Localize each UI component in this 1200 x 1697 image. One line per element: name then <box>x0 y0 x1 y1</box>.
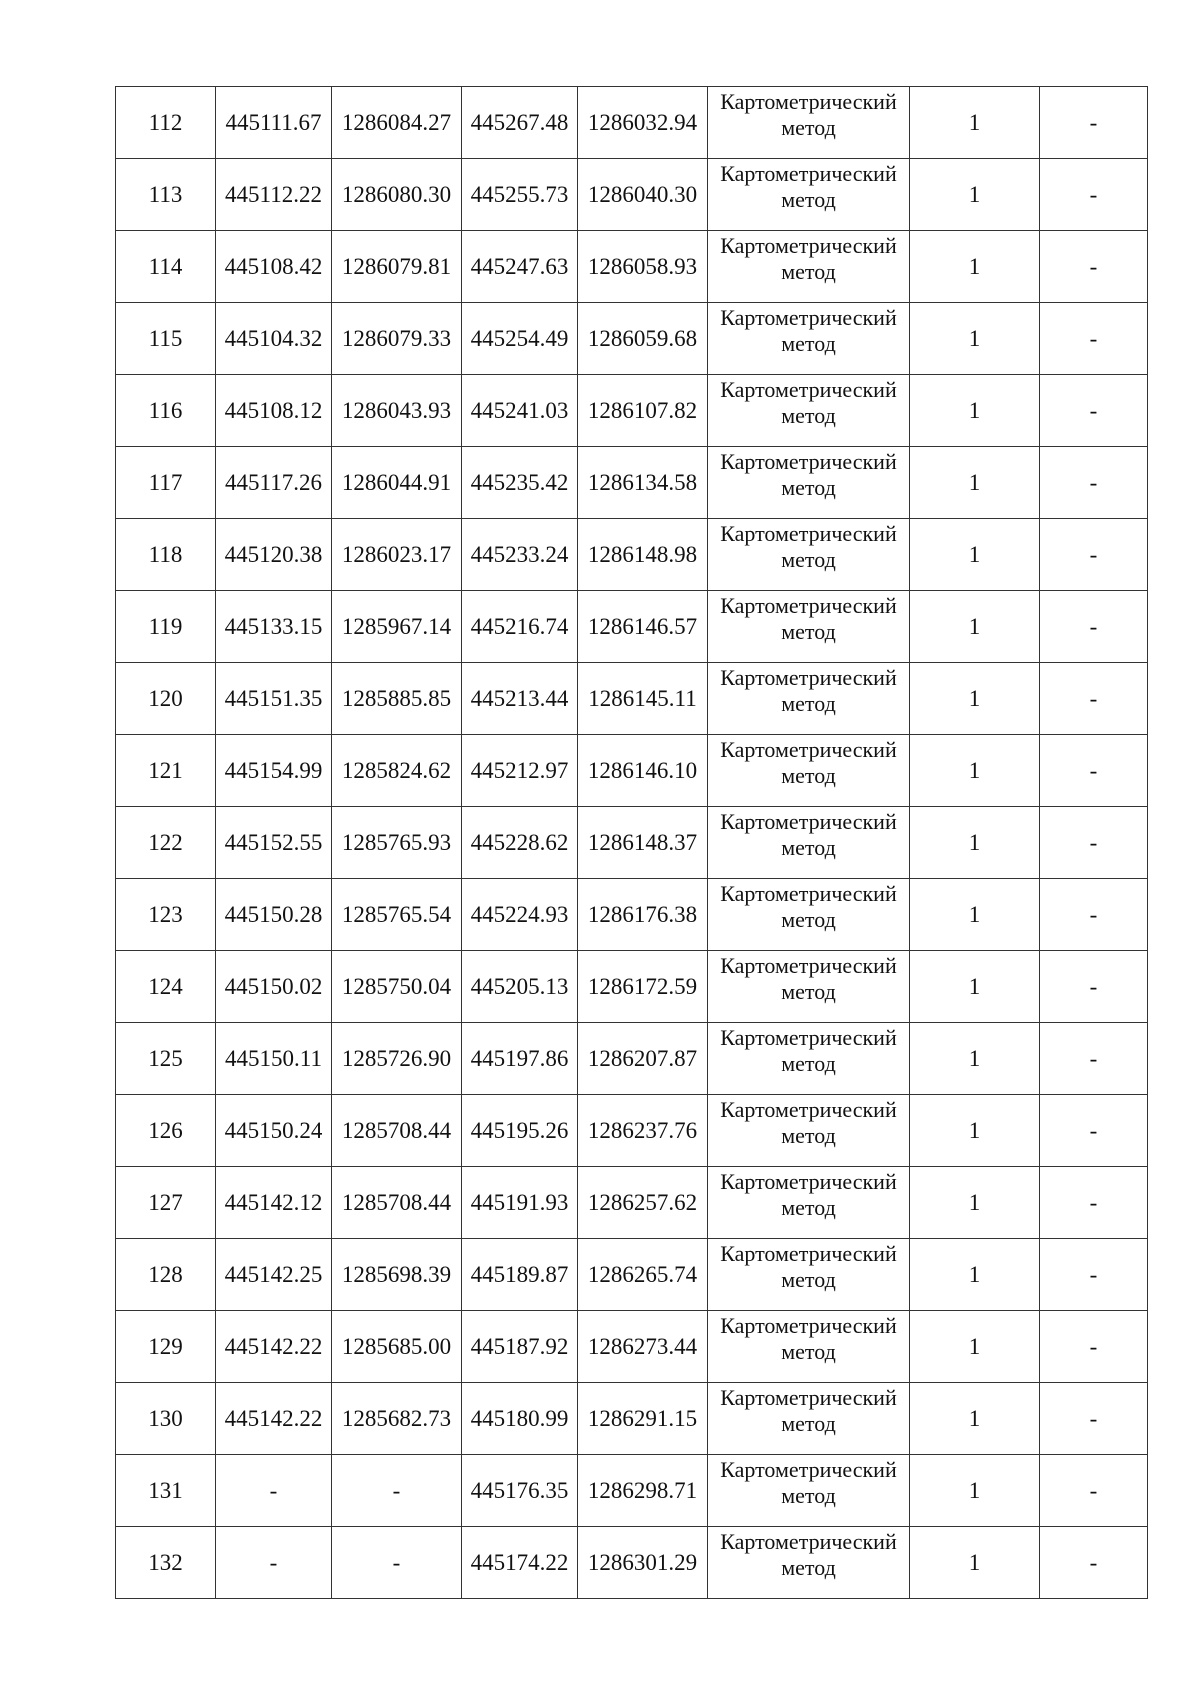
refined-y-cell: 1286040.30 <box>578 159 708 231</box>
description-cell: - <box>1040 1455 1148 1527</box>
refined-x-cell: 445191.93 <box>462 1167 578 1239</box>
description-cell: - <box>1040 1311 1148 1383</box>
point-number-cell: 124 <box>116 951 216 1023</box>
accuracy-cell: 1 <box>910 663 1040 735</box>
description-cell: - <box>1040 591 1148 663</box>
refined-y-cell: 1286145.11 <box>578 663 708 735</box>
description-cell: - <box>1040 447 1148 519</box>
existing-y-cell: 1286079.33 <box>332 303 462 375</box>
refined-x-cell: 445195.26 <box>462 1095 578 1167</box>
method-cell: Картометрический метод <box>708 231 910 303</box>
table-row <box>116 879 1148 951</box>
method-cell: Картометрический метод <box>708 1095 910 1167</box>
existing-x-cell: 445142.22 <box>216 1311 332 1383</box>
description-cell: - <box>1040 807 1148 879</box>
point-number-cell: 120 <box>116 663 216 735</box>
refined-x-cell: 445233.24 <box>462 519 578 591</box>
point-number-cell: 114 <box>116 231 216 303</box>
method-cell: Картометрический метод <box>708 375 910 447</box>
accuracy-cell: 1 <box>910 519 1040 591</box>
point-number-cell: 123 <box>116 879 216 951</box>
table-row <box>116 591 1148 663</box>
refined-y-cell: 1286172.59 <box>578 951 708 1023</box>
method-cell: Картометрический метод <box>708 1527 910 1599</box>
refined-x-cell: 445213.44 <box>462 663 578 735</box>
table-row <box>116 735 1148 807</box>
refined-y-cell: 1286265.74 <box>578 1239 708 1311</box>
refined-x-cell: 445176.35 <box>462 1455 578 1527</box>
table-row <box>116 951 1148 1023</box>
refined-x-cell: 445267.48 <box>462 87 578 159</box>
existing-y-cell: 1286023.17 <box>332 519 462 591</box>
existing-x-cell: 445111.67 <box>216 87 332 159</box>
existing-x-cell: 445142.25 <box>216 1239 332 1311</box>
existing-y-cell: 1285726.90 <box>332 1023 462 1095</box>
description-cell: - <box>1040 1095 1148 1167</box>
method-cell: Картометрический метод <box>708 807 910 879</box>
refined-x-cell: 445216.74 <box>462 591 578 663</box>
accuracy-cell: 1 <box>910 1527 1040 1599</box>
existing-x-cell: 445142.22 <box>216 1383 332 1455</box>
accuracy-cell: 1 <box>910 1311 1040 1383</box>
refined-y-cell: 1286107.82 <box>578 375 708 447</box>
table-row <box>116 447 1148 519</box>
accuracy-cell: 1 <box>910 1455 1040 1527</box>
refined-y-cell: 1286058.93 <box>578 231 708 303</box>
existing-y-cell: 1286043.93 <box>332 375 462 447</box>
refined-x-cell: 445247.63 <box>462 231 578 303</box>
refined-y-cell: 1286237.76 <box>578 1095 708 1167</box>
existing-x-cell: 445154.99 <box>216 735 332 807</box>
method-cell: Картометрический метод <box>708 519 910 591</box>
table-row <box>116 87 1148 159</box>
point-number-cell: 113 <box>116 159 216 231</box>
refined-y-cell: 1286291.15 <box>578 1383 708 1455</box>
refined-x-cell: 445205.13 <box>462 951 578 1023</box>
description-cell: - <box>1040 1527 1148 1599</box>
refined-x-cell: 445180.99 <box>462 1383 578 1455</box>
existing-x-cell: 445112.22 <box>216 159 332 231</box>
point-number-cell: 115 <box>116 303 216 375</box>
existing-y-cell: 1285765.54 <box>332 879 462 951</box>
existing-x-cell: 445150.24 <box>216 1095 332 1167</box>
table-row <box>116 231 1148 303</box>
refined-y-cell: 1286134.58 <box>578 447 708 519</box>
existing-y-cell: - <box>332 1455 462 1527</box>
description-cell: - <box>1040 159 1148 231</box>
refined-x-cell: 445189.87 <box>462 1239 578 1311</box>
existing-x-cell: 445150.28 <box>216 879 332 951</box>
existing-x-cell: 445108.42 <box>216 231 332 303</box>
table-row <box>116 159 1148 231</box>
point-number-cell: 119 <box>116 591 216 663</box>
refined-y-cell: 1286298.71 <box>578 1455 708 1527</box>
point-number-cell: 126 <box>116 1095 216 1167</box>
accuracy-cell: 1 <box>910 1095 1040 1167</box>
accuracy-cell: 1 <box>910 1023 1040 1095</box>
refined-x-cell: 445255.73 <box>462 159 578 231</box>
accuracy-cell: 1 <box>910 303 1040 375</box>
description-cell: - <box>1040 1239 1148 1311</box>
existing-y-cell: 1285967.14 <box>332 591 462 663</box>
existing-y-cell: - <box>332 1527 462 1599</box>
existing-y-cell: 1285685.00 <box>332 1311 462 1383</box>
method-cell: Картометрический метод <box>708 1383 910 1455</box>
table-row <box>116 1095 1148 1167</box>
existing-x-cell: - <box>216 1455 332 1527</box>
method-cell: Картометрический метод <box>708 735 910 807</box>
refined-x-cell: 445197.86 <box>462 1023 578 1095</box>
description-cell: - <box>1040 879 1148 951</box>
refined-x-cell: 445212.97 <box>462 735 578 807</box>
refined-y-cell: 1286148.98 <box>578 519 708 591</box>
method-cell: Картометрический метод <box>708 159 910 231</box>
point-number-cell: 125 <box>116 1023 216 1095</box>
description-cell: - <box>1040 735 1148 807</box>
table-row <box>116 1239 1148 1311</box>
coordinates-table <box>115 86 1148 1599</box>
existing-y-cell: 1285708.44 <box>332 1167 462 1239</box>
existing-x-cell: 445150.02 <box>216 951 332 1023</box>
point-number-cell: 128 <box>116 1239 216 1311</box>
accuracy-cell: 1 <box>910 231 1040 303</box>
description-cell: - <box>1040 1167 1148 1239</box>
table-row <box>116 1455 1148 1527</box>
table-row <box>116 1383 1148 1455</box>
method-cell: Картометрический метод <box>708 303 910 375</box>
description-cell: - <box>1040 951 1148 1023</box>
table-row <box>116 375 1148 447</box>
existing-x-cell: 445142.12 <box>216 1167 332 1239</box>
table-row <box>116 1167 1148 1239</box>
table-row <box>116 1023 1148 1095</box>
existing-x-cell: - <box>216 1527 332 1599</box>
method-cell: Картометрический метод <box>708 87 910 159</box>
method-cell: Картометрический метод <box>708 1023 910 1095</box>
refined-x-cell: 445254.49 <box>462 303 578 375</box>
refined-y-cell: 1286146.57 <box>578 591 708 663</box>
table-row <box>116 1527 1148 1599</box>
method-cell: Картометрический метод <box>708 447 910 519</box>
table-row <box>116 519 1148 591</box>
accuracy-cell: 1 <box>910 807 1040 879</box>
existing-y-cell: 1286080.30 <box>332 159 462 231</box>
description-cell: - <box>1040 663 1148 735</box>
table-row <box>116 807 1148 879</box>
description-cell: - <box>1040 87 1148 159</box>
method-cell: Картометрический метод <box>708 879 910 951</box>
refined-y-cell: 1286207.87 <box>578 1023 708 1095</box>
refined-x-cell: 445241.03 <box>462 375 578 447</box>
accuracy-cell: 1 <box>910 1239 1040 1311</box>
refined-x-cell: 445228.62 <box>462 807 578 879</box>
coordinates-table-body <box>116 87 1148 1599</box>
existing-x-cell: 445117.26 <box>216 447 332 519</box>
accuracy-cell: 1 <box>910 879 1040 951</box>
accuracy-cell: 1 <box>910 159 1040 231</box>
existing-x-cell: 445150.11 <box>216 1023 332 1095</box>
method-cell: Картометрический метод <box>708 951 910 1023</box>
existing-y-cell: 1285708.44 <box>332 1095 462 1167</box>
description-cell: - <box>1040 231 1148 303</box>
method-cell: Картометрический метод <box>708 1311 910 1383</box>
accuracy-cell: 1 <box>910 591 1040 663</box>
refined-x-cell: 445224.93 <box>462 879 578 951</box>
refined-x-cell: 445174.22 <box>462 1527 578 1599</box>
method-cell: Картометрический метод <box>708 591 910 663</box>
table-row <box>116 1311 1148 1383</box>
description-cell: - <box>1040 375 1148 447</box>
table-row <box>116 663 1148 735</box>
point-number-cell: 130 <box>116 1383 216 1455</box>
point-number-cell: 129 <box>116 1311 216 1383</box>
existing-x-cell: 445104.32 <box>216 303 332 375</box>
existing-y-cell: 1285765.93 <box>332 807 462 879</box>
existing-x-cell: 445152.55 <box>216 807 332 879</box>
refined-y-cell: 1286148.37 <box>578 807 708 879</box>
method-cell: Картометрический метод <box>708 1239 910 1311</box>
point-number-cell: 118 <box>116 519 216 591</box>
existing-y-cell: 1285682.73 <box>332 1383 462 1455</box>
existing-y-cell: 1285885.85 <box>332 663 462 735</box>
point-number-cell: 116 <box>116 375 216 447</box>
refined-y-cell: 1286146.10 <box>578 735 708 807</box>
accuracy-cell: 1 <box>910 1383 1040 1455</box>
existing-x-cell: 445133.15 <box>216 591 332 663</box>
method-cell: Картометрический метод <box>708 1455 910 1527</box>
existing-y-cell: 1285750.04 <box>332 951 462 1023</box>
refined-x-cell: 445235.42 <box>462 447 578 519</box>
point-number-cell: 117 <box>116 447 216 519</box>
existing-y-cell: 1286084.27 <box>332 87 462 159</box>
accuracy-cell: 1 <box>910 1167 1040 1239</box>
point-number-cell: 112 <box>116 87 216 159</box>
point-number-cell: 122 <box>116 807 216 879</box>
description-cell: - <box>1040 303 1148 375</box>
accuracy-cell: 1 <box>910 447 1040 519</box>
accuracy-cell: 1 <box>910 951 1040 1023</box>
method-cell: Картометрический метод <box>708 663 910 735</box>
refined-y-cell: 1286059.68 <box>578 303 708 375</box>
existing-y-cell: 1285824.62 <box>332 735 462 807</box>
point-number-cell: 131 <box>116 1455 216 1527</box>
table-row <box>116 303 1148 375</box>
point-number-cell: 132 <box>116 1527 216 1599</box>
accuracy-cell: 1 <box>910 375 1040 447</box>
refined-y-cell: 1286273.44 <box>578 1311 708 1383</box>
existing-y-cell: 1285698.39 <box>332 1239 462 1311</box>
method-cell: Картометрический метод <box>708 1167 910 1239</box>
existing-x-cell: 445151.35 <box>216 663 332 735</box>
description-cell: - <box>1040 519 1148 591</box>
existing-x-cell: 445108.12 <box>216 375 332 447</box>
existing-x-cell: 445120.38 <box>216 519 332 591</box>
accuracy-cell: 1 <box>910 87 1040 159</box>
description-cell: - <box>1040 1383 1148 1455</box>
point-number-cell: 127 <box>116 1167 216 1239</box>
accuracy-cell: 1 <box>910 735 1040 807</box>
existing-y-cell: 1286079.81 <box>332 231 462 303</box>
refined-y-cell: 1286176.38 <box>578 879 708 951</box>
refined-x-cell: 445187.92 <box>462 1311 578 1383</box>
refined-y-cell: 1286257.62 <box>578 1167 708 1239</box>
refined-y-cell: 1286032.94 <box>578 87 708 159</box>
existing-y-cell: 1286044.91 <box>332 447 462 519</box>
point-number-cell: 121 <box>116 735 216 807</box>
description-cell: - <box>1040 1023 1148 1095</box>
refined-y-cell: 1286301.29 <box>578 1527 708 1599</box>
